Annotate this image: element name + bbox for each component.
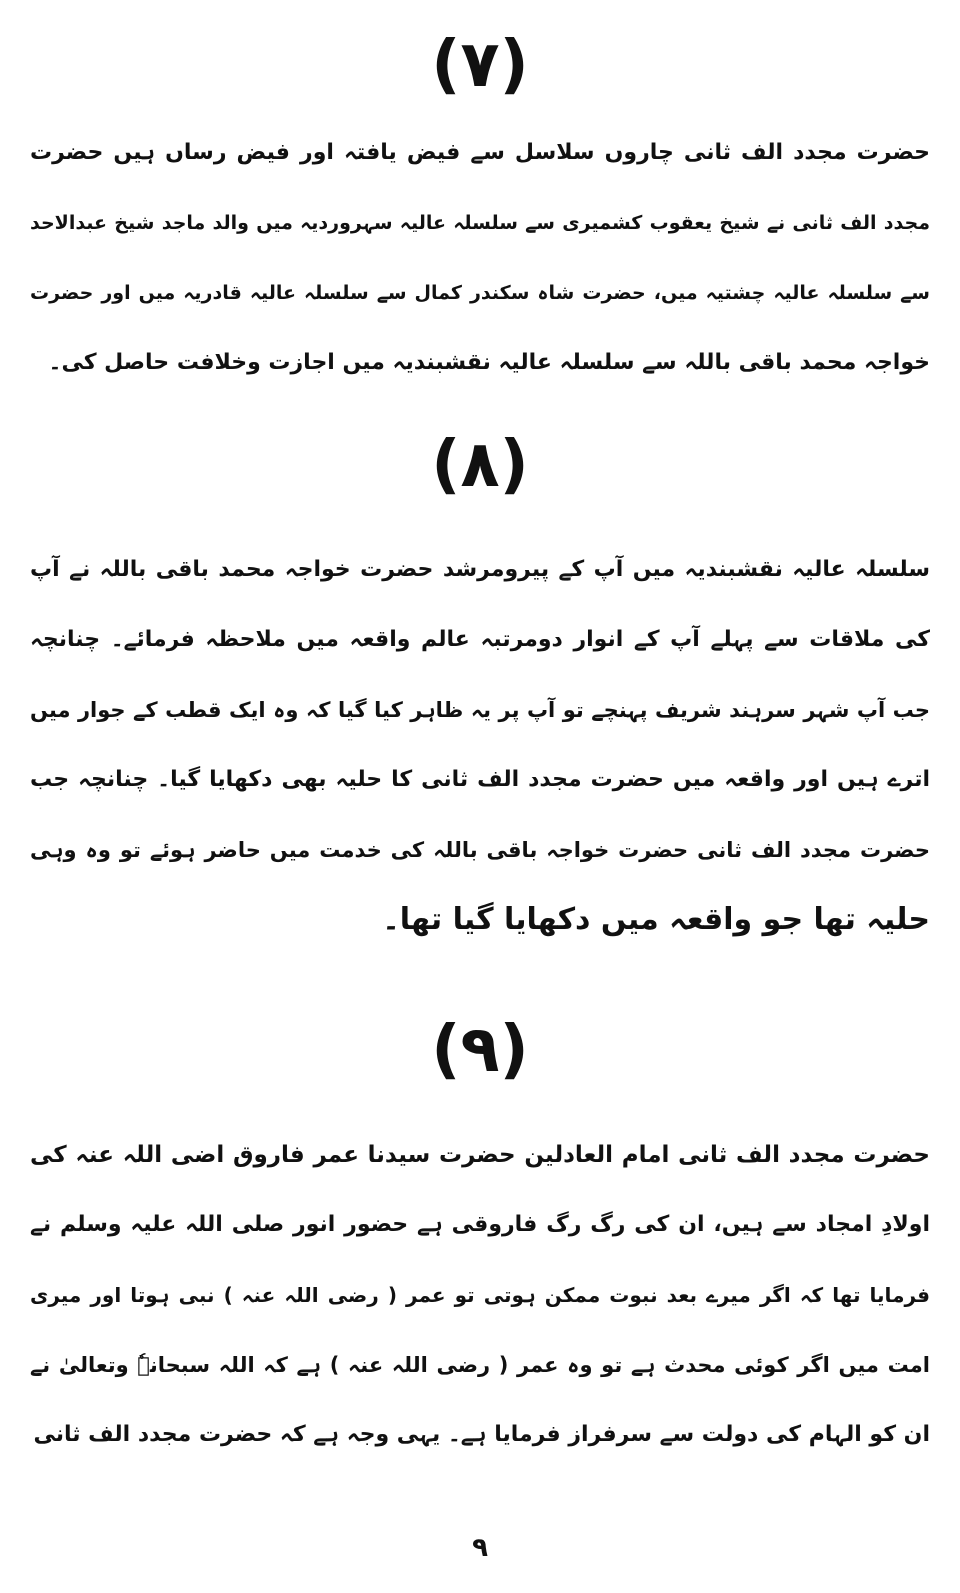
text-line: حضرت مجدد الف ثانی امام العادلین حضرت سیدنا عمر فاروق اضی اللہ عنہ کی bbox=[30, 1142, 930, 1168]
page-number: ٩ bbox=[472, 1533, 488, 1563]
text-line: اترے ہیں اور واقعہ میں حضرت مجدد الف ثانی کا حلیہ بھی دکھایا گیا۔ چنانچہ جب bbox=[30, 767, 930, 792]
paragraph-section-9 bbox=[30, 1120, 930, 1470]
text-line: حلیہ تھا جو واقعہ میں دکھایا گیا تھا۔ bbox=[382, 902, 930, 937]
text-line: حضرت مجدد الف ثانی چاروں سلاسل سے فیض یافتہ اور فیض رساں ہیں حضرت bbox=[30, 140, 930, 165]
text-line: سے سلسلہ عالیہ چشتیہ میں، حضرت شاہ سکندر کمال سے سلسلہ عالیہ قادریہ میں اور حضرت bbox=[30, 282, 930, 304]
paragraph-section-7 bbox=[30, 118, 930, 398]
text-line: مجدد الف ثانی نے شیخ یعقوب کشمیری سے سلسلہ عالیہ سہروردیہ میں والد ماجد شیخ عبدالاحد bbox=[30, 212, 930, 234]
text-line: سلسلہ عالیہ نقشبندیہ میں آپ کے پیرومرشد حضرت خواجہ محمد باقی باللہ نے آپ bbox=[30, 557, 930, 582]
text-line: ان کو الہام کی دولت سے سرفراز فرمایا ہے۔ یہی وجہ ہے کہ حضرت مجدد الف ثانی bbox=[33, 1422, 930, 1447]
text-line: امت میں اگر کوئی محدث ہے تو وہ عمر ( رضی اللہ عنہ ) ہے کہ اللہ سبحانہٗ وتعالیٰ نے bbox=[30, 1353, 930, 1377]
text-line: فرمایا تھا کہ اگر میرے بعد نبوت ممکن ہوتی تو عمر ( رضی اللہ عنہ ) نبی ہوتا اور میری bbox=[30, 1283, 930, 1307]
section-number: (٩) bbox=[431, 1013, 529, 1087]
text-line: خواجہ محمد باقی باللہ سے سلسلہ عالیہ نقشبندیہ میں اجازت وخلافت حاصل کی۔ bbox=[48, 350, 930, 375]
text-line: جب آپ شہر سرہند شریف پہنچے تو آپ پر یہ ظاہر کیا گیا کہ وہ ایک قطب کے جوار میں bbox=[30, 698, 930, 722]
paragraph-section-8 bbox=[30, 535, 930, 955]
text-line: حضرت مجدد الف ثانی حضرت خواجہ باقی باللہ کی خدمت میں حاضر ہوئے تو وہ وہی bbox=[30, 838, 930, 862]
text-line: کی ملاقات سے پہلے آپ کے انوار دومرتبہ عالم واقعہ میں ملاحظہ فرمائے۔ چنانچہ bbox=[30, 627, 930, 652]
section-number: (٧) bbox=[431, 28, 529, 102]
section-heading-7 bbox=[0, 25, 960, 105]
section-heading-9 bbox=[0, 1010, 960, 1090]
text-line: اولادِ امجاد سے ہیں، ان کی رگ رگ فاروقی ہے حضور انور صلی اللہ علیہ وسلم نے bbox=[30, 1212, 930, 1237]
section-heading-8 bbox=[0, 425, 960, 505]
section-number: (٨) bbox=[431, 428, 529, 502]
